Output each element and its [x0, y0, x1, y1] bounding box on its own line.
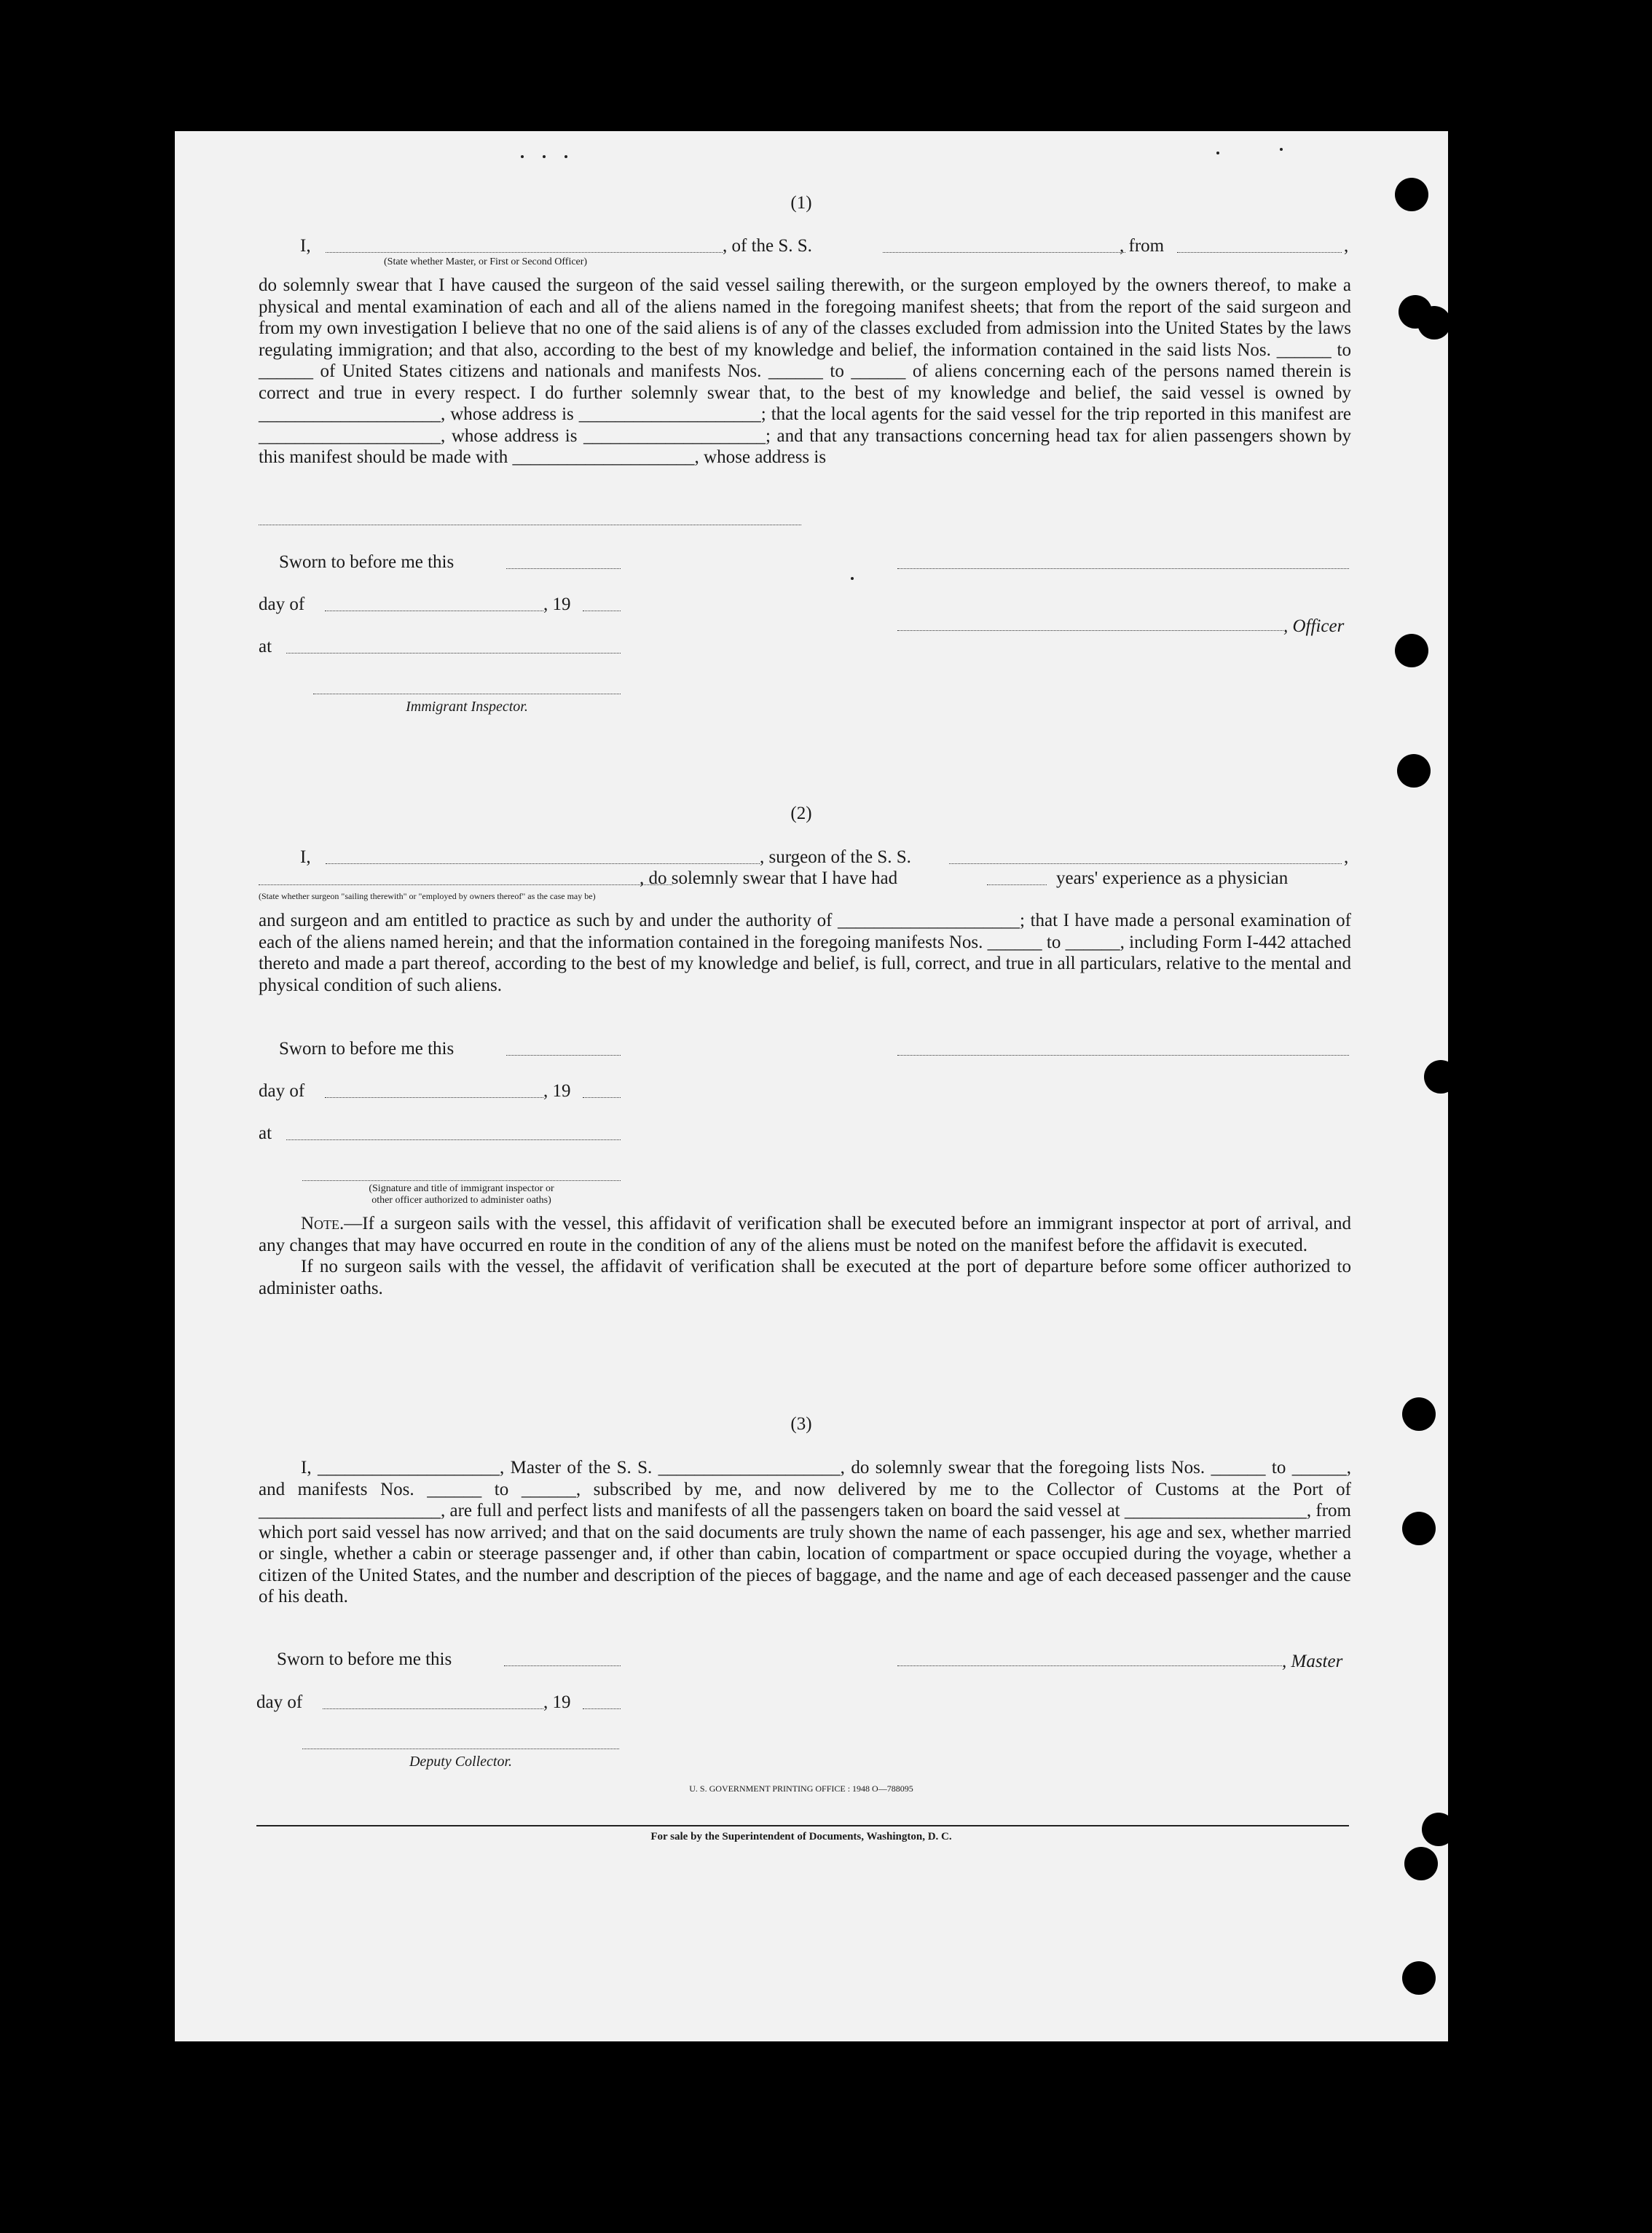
sec2-surgeon-of: , surgeon of the S. S.: [760, 847, 911, 867]
sec2-status-field[interactable]: [259, 884, 672, 885]
sec3-body: [259, 1457, 1351, 1608]
sec2-day-field[interactable]: [325, 1097, 543, 1098]
sec3-day-of: day of: [256, 1692, 303, 1712]
sec1-of-ss: , of the S. S.: [723, 236, 812, 256]
sec1-at-field[interactable]: [286, 653, 621, 654]
sec2-i: I,: [300, 847, 311, 867]
section-3-number: (3): [790, 1414, 812, 1434]
sec2-note-para: [259, 1213, 1351, 1256]
sec3-year-field[interactable]: [583, 1708, 621, 1709]
sec3-body-text: I, ____________________, Master of the S. S. ____________________, do solemnly swear that the foregoing lists Nos. ______ to ______, and manifests Nos. ______ to ______, subscribed by me, and now delivered by me to the Collector of Customs at the Port of ____________________, are full and perfect lists and manifests of all the passengers taken on board the said vessel at ____________________, from which port said vessel has now arrived; and that on the said documents are truly shown the name of each passenger, his age and sex, whether married or single, whether a cabin or steerage passenger and, if other than cabin, location of compartment or space occupied during the voyage, whether a citizen of the United States, and the number and description of the pieces of baggage, and the name and age of each deceased passenger and the cause of his death.: [259, 1458, 1351, 1606]
sec2-at: at: [259, 1123, 272, 1143]
punch-hole: [1402, 1397, 1436, 1431]
sec1-sworn-field[interactable]: [506, 568, 621, 569]
section-2-number: (2): [790, 804, 812, 823]
sec1-day-of: day of: [259, 594, 305, 614]
note-text: —If a surgeon sails with the vessel, this affidavit of verification shall be executed before an immigrant inspector at port of arrival, and any changes that may have occurred en route in the condition of any of the aliens must be noted on the manifest before the affidavit is executed.: [259, 1214, 1351, 1255]
sec1-sworn: Sworn to before me this: [279, 552, 455, 572]
note-label: Note.: [301, 1214, 345, 1233]
sec2-day-of: day of: [259, 1081, 305, 1101]
sec2-years-field[interactable]: [987, 884, 1047, 885]
sec1-ship-name-field[interactable]: [883, 252, 1125, 253]
sec3-master-label: , Master: [1282, 1652, 1343, 1671]
punch-hole: [1404, 1847, 1438, 1880]
sec2-note-para-2: If no surgeon sails with the vessel, the affidavit of verification shall be executed at the port of departure before some officer authorized to administer oaths.: [259, 1257, 1351, 1298]
sec2-nineteen: , 19: [543, 1081, 571, 1101]
sec2-years: years' experience as a physician: [1056, 868, 1289, 888]
punch-hole: [1402, 1512, 1436, 1545]
sec2-sworn: Sworn to before me this: [279, 1039, 455, 1059]
sec2-at-field[interactable]: [286, 1139, 621, 1140]
sec3-master-signature-line[interactable]: [897, 1665, 1282, 1666]
gpo-imprint: U. S. GOVERNMENT PRINTING OFFICE : 1948 O—788095: [689, 1783, 913, 1794]
sec1-comma: ,: [1344, 236, 1349, 256]
punch-hole: [1395, 178, 1428, 211]
sec1-inspector-label: Immigrant Inspector.: [406, 699, 528, 715]
sec1-officer-line[interactable]: [897, 630, 1283, 631]
sec2-sworn-field[interactable]: [506, 1055, 621, 1056]
sec1-from-port-field[interactable]: [1177, 252, 1342, 253]
sec2-ship-name-field[interactable]: [949, 863, 1342, 864]
speck: [543, 155, 546, 158]
sec2-sig-note-2: other officer authorized to administer oaths): [371, 1195, 551, 1206]
sec1-body-text: do solemnly swear that I have caused the surgeon of the said vessel sailing therewith, or the surgeon employed by the owners thereof, to make a physical and mental examination of each and all of the aliens named in the foregoing manifest sheets; that from the report of the said surgeon and from my own investigation I believe that no one of the said aliens is of any of the classes excluded from admission into the United States by the laws regulating immigration; and that also, according to the best of my knowledge and belief, the information contained in the said lists Nos. ______ to ______ of United States citizens and nationals and manifests Nos. ______ to ______ of aliens concerning each of the persons named therein is correct and true in every respect. I do further solemnly swear that, to the best of my knowledge and belief, the said vessel is owned by ____________________, whose address is ____________________; that the local agents for the said vessel for the trip reported in this manifest are ____________________, whose address is ____________________; and that any transactions concerning head tax for alien passengers shown by this manifest should be made with ____________________, whose address is: [259, 275, 1351, 467]
sec1-officer-note: (State whether Master, or First or Second Officer): [384, 256, 588, 267]
speck: [1280, 148, 1283, 151]
punch-hole: [1417, 306, 1451, 340]
sec1-officer-label: , Officer: [1283, 616, 1345, 636]
sec2-swear: , do solemnly swear that I have had: [640, 868, 898, 888]
sec2-note: [259, 1213, 1351, 1299]
speck: [521, 155, 524, 158]
punch-hole: [1402, 1961, 1436, 1995]
section-1-number: (1): [790, 193, 812, 213]
punch-hole: [1397, 754, 1431, 788]
sec1-from: , from: [1120, 236, 1165, 256]
sec3-sworn: Sworn to before me this: [277, 1649, 452, 1669]
sec1-at: at: [259, 637, 272, 656]
sec2-inspector-line[interactable]: [302, 1180, 621, 1181]
sec1-i: I,: [300, 236, 311, 256]
sec3-sworn-field[interactable]: [504, 1665, 621, 1666]
sec3-deputy-label: Deputy Collector.: [409, 1754, 513, 1770]
sec2-body-text: and surgeon and am entitled to practice as such by and under the authority of ____________________; that I have made a personal examination of each of the aliens named herein; and that the information contained in the foregoing manifests Nos. ______ to ______, including Form I-442 attached thereto and made a part thereof, according to the best of my knowledge and belief, is full, correct, and true in all particulars, relative to the mental and physical condition of such aliens.: [259, 911, 1351, 995]
sec1-signature-line[interactable]: [897, 568, 1349, 569]
sec2-comma: ,: [1344, 847, 1349, 867]
sec1-officer-title-field[interactable]: [326, 252, 723, 253]
sec2-surgeon-name-field[interactable]: [326, 863, 760, 864]
footer-rule: [256, 1825, 1349, 1826]
sale-notice: For sale by the Superintendent of Documents, Washington, D. C.: [650, 1831, 952, 1842]
speck: [1216, 152, 1219, 154]
speck: [565, 155, 567, 158]
sec2-status-note: (State whether surgeon "sailing therewith" or "employed by owners thereof" as the case may be): [259, 891, 596, 901]
sec3-nineteen: , 19: [543, 1692, 571, 1712]
sec2-year-field[interactable]: [583, 1097, 621, 1098]
punch-hole: [1422, 1813, 1455, 1846]
sec1-nineteen: , 19: [543, 594, 571, 614]
sec1-body: [259, 275, 1351, 468]
sec3-day-field[interactable]: [323, 1708, 543, 1709]
sec2-body: [259, 910, 1351, 996]
punch-hole: [1424, 1060, 1458, 1094]
punch-hole: [1395, 634, 1428, 667]
sec2-sig-note-1: (Signature and title of immigrant inspector or: [369, 1183, 554, 1194]
sec2-signature-line[interactable]: [897, 1055, 1349, 1056]
speck: [851, 577, 854, 580]
